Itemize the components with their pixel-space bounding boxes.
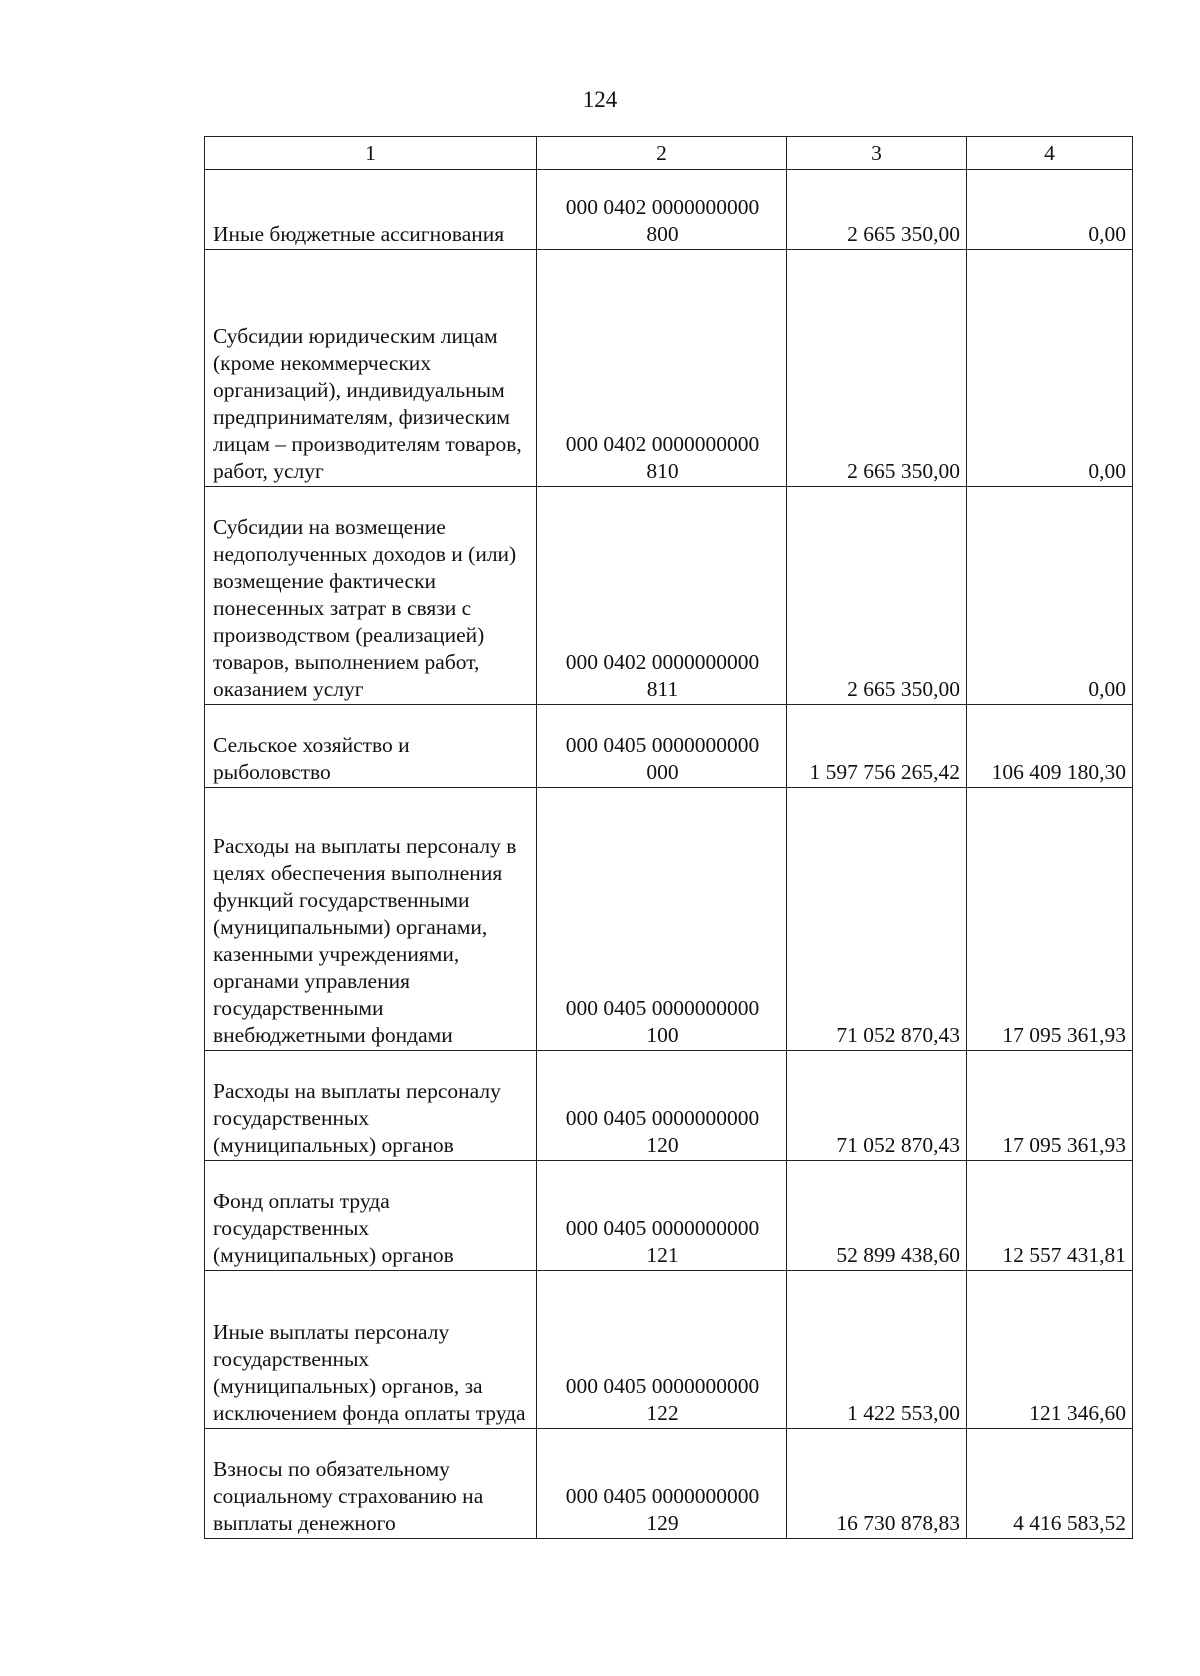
row-code-line2: 121 (646, 1243, 679, 1267)
row-value-col4: 4 416 583,52 (967, 1429, 1133, 1539)
budget-table (204, 136, 1133, 1539)
row-code-line1: 000 0405 0000000000 (565, 1106, 760, 1130)
row-code-line2: 811 (646, 677, 679, 701)
row-name: Иные бюджетные ассигнования (205, 170, 537, 250)
row-code-line1: 000 0405 0000000000 (565, 996, 760, 1020)
row-name: Фонд оплаты труда государственных (муниципальных) органов (205, 1161, 537, 1271)
table-row (205, 705, 1133, 788)
table-row (205, 788, 1133, 1051)
column-header-1: 1 (205, 137, 537, 170)
row-code-line2: 000 (646, 760, 679, 784)
row-code (537, 250, 787, 487)
row-value-col4: 0,00 (967, 250, 1133, 487)
row-value-col3: 71 052 870,43 (787, 788, 967, 1051)
header-row (205, 137, 1133, 170)
row-value-col4: 17 095 361,93 (967, 1051, 1133, 1161)
row-code (537, 1429, 787, 1539)
row-value-col4: 0,00 (967, 170, 1133, 250)
row-code (537, 788, 787, 1051)
row-value-col3: 2 665 350,00 (787, 250, 967, 487)
row-value-col4: 106 409 180,30 (967, 705, 1133, 788)
row-value-col4: 121 346,60 (967, 1271, 1133, 1429)
row-code-line2: 122 (646, 1401, 679, 1425)
table-row (205, 1161, 1133, 1271)
row-name: Иные выплаты персоналу государственных (муниципальных) органов, за исключением фонда оплаты труда (205, 1271, 537, 1429)
row-code-line1: 000 0402 0000000000 (565, 432, 760, 456)
row-code-line2: 810 (646, 459, 679, 483)
row-value-col3: 16 730 878,83 (787, 1429, 967, 1539)
table-row (205, 1051, 1133, 1161)
row-code-line1: 000 0405 0000000000 (565, 733, 760, 757)
row-code (537, 1161, 787, 1271)
row-name: Субсидии на возмещение недополученных доходов и (или) возмещение фактически понесенных затрат в связи с производством (реализацией) товаров, выполнением работ, оказанием услуг (205, 487, 537, 705)
row-code-line1: 000 0405 0000000000 (565, 1216, 760, 1240)
row-code-line2: 120 (646, 1133, 679, 1157)
row-value-col4: 0,00 (967, 487, 1133, 705)
table-row (205, 1271, 1133, 1429)
row-code (537, 487, 787, 705)
column-header-2: 2 (537, 137, 787, 170)
table-row (205, 250, 1133, 487)
row-code-line1: 000 0402 0000000000 (565, 195, 760, 219)
row-value-col4: 12 557 431,81 (967, 1161, 1133, 1271)
column-header-3: 3 (787, 137, 967, 170)
row-value-col3: 52 899 438,60 (787, 1161, 967, 1271)
row-value-col3: 1 597 756 265,42 (787, 705, 967, 788)
column-header-4: 4 (967, 137, 1133, 170)
row-value-col3: 2 665 350,00 (787, 487, 967, 705)
table-row (205, 487, 1133, 705)
row-value-col3: 2 665 350,00 (787, 170, 967, 250)
row-code-line2: 800 (646, 222, 679, 246)
row-name: Расходы на выплаты персоналу государственных (муниципальных) органов (205, 1051, 537, 1161)
row-code (537, 1051, 787, 1161)
row-value-col3: 71 052 870,43 (787, 1051, 967, 1161)
row-name: Субсидии юридическим лицам (кроме некоммерческих организаций), индивидуальным предпринимателям, физическим лицам – производителям товаров, работ, услуг (205, 250, 537, 487)
row-code (537, 1271, 787, 1429)
row-code-line2: 100 (646, 1023, 679, 1047)
row-code-line1: 000 0405 0000000000 (565, 1484, 760, 1508)
row-code (537, 705, 787, 788)
page-number: 124 (582, 87, 618, 112)
row-name: Сельское хозяйство и рыболовство (205, 705, 537, 788)
row-code-line1: 000 0405 0000000000 (565, 1374, 760, 1398)
row-code-line2: 129 (646, 1511, 679, 1535)
row-code-line1: 000 0402 0000000000 (565, 650, 760, 674)
table-row (205, 1429, 1133, 1539)
row-value-col4: 17 095 361,93 (967, 788, 1133, 1051)
row-code (537, 170, 787, 250)
table-row (205, 170, 1133, 250)
row-value-col3: 1 422 553,00 (787, 1271, 967, 1429)
row-name: Расходы на выплаты персоналу в целях обеспечения выполнения функций государственными (муниципальными) органами, казенными учреждениями, органами управления государственными внебюджетными фондами (205, 788, 537, 1051)
row-name: Взносы по обязательному социальному страхованию на выплаты денежного (205, 1429, 537, 1539)
